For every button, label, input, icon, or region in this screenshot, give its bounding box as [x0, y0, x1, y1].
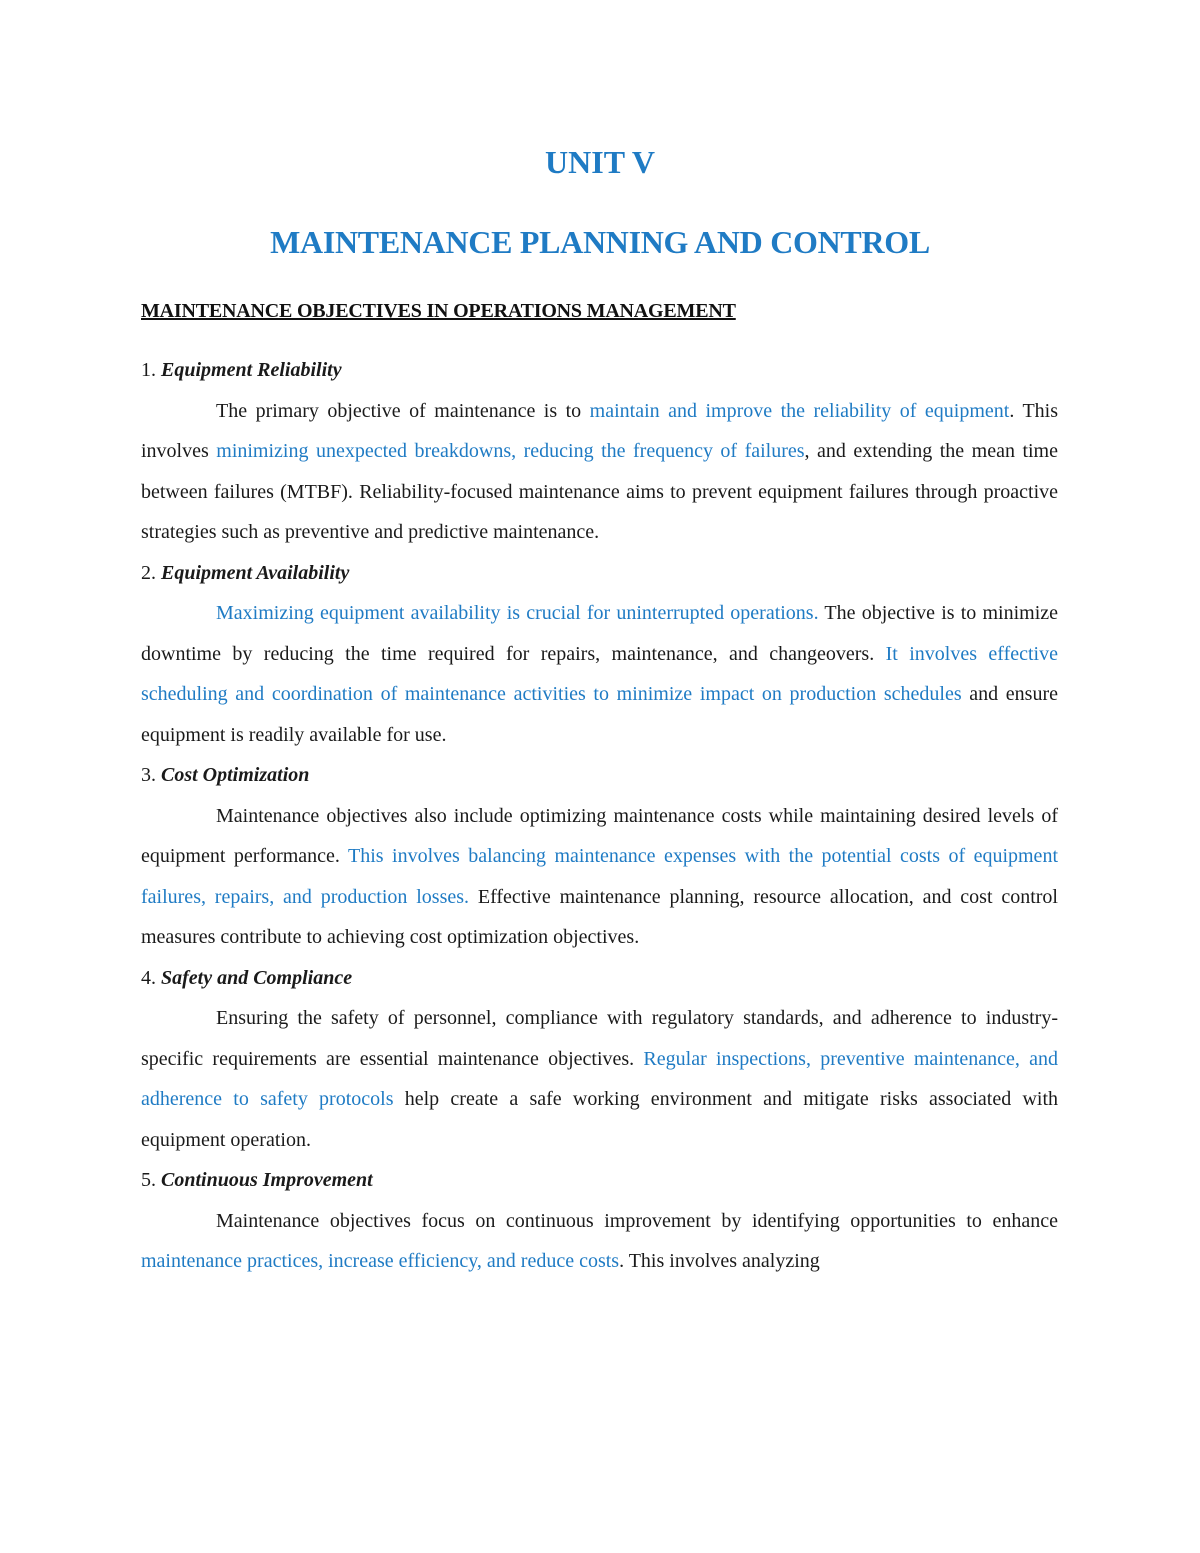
objective-number: 1.	[141, 359, 156, 381]
text-segment: . This involves	[141, 399, 1059, 462]
text-segment: Maintenance objectives focus on continuous improvement by identifying opportunities to enhance	[216, 1209, 1058, 1232]
objective-paragraph	[141, 593, 1058, 755]
text-segment: Maintenance objectives also include optimizing maintenance costs while maintaining desired levels of equipment performance.	[141, 804, 1058, 867]
objective-number: 5.	[141, 1169, 156, 1191]
highlighted-text: minimizing unexpected breakdowns, reducing the frequency of failures	[216, 440, 805, 462]
objective-heading	[141, 755, 1058, 796]
objective-item	[141, 755, 1058, 958]
objective-number: 4.	[141, 966, 156, 989]
highlighted-text: Maximizing equipment availability is crucial for uninterrupted operations.	[216, 602, 819, 624]
unit-title: UNIT V	[545, 144, 655, 180]
text-segment: help create a safe working environment and mitigate risks associated with equipment operation.	[141, 1088, 1058, 1151]
objective-heading	[141, 350, 1058, 391]
objective-heading	[141, 958, 1058, 999]
objective-title: Cost Optimization	[161, 764, 310, 786]
section-heading: MAINTENANCE OBJECTIVES IN OPERATIONS MANAGEMENT	[141, 300, 736, 322]
objective-heading	[141, 1160, 1058, 1201]
text-segment: . This involves analyzing	[619, 1250, 820, 1272]
text-segment: The objective is to minimize downtime by reducing the time required for repairs, maintenance, and changeovers.	[141, 602, 1058, 665]
objective-heading	[141, 553, 1058, 594]
text-segment: Ensuring the safety of personnel, compliance with regulatory standards, and adherence to industry-specific requirements are essential maintenance objectives.	[141, 1007, 1058, 1070]
objective-item	[141, 350, 1058, 553]
text-segment: Effective maintenance planning, resource allocation, and cost control measures contribute to achieving cost optimization objectives.	[141, 885, 1058, 948]
objective-title: Safety and Compliance	[161, 966, 353, 989]
objective-paragraph	[141, 1201, 1058, 1282]
main-title: MAINTENANCE PLANNING AND CONTROL	[270, 224, 930, 260]
objective-number: 2.	[141, 561, 156, 584]
text-segment: , and extending the mean time between failures (MTBF). Reliability-focused maintenance aims to prevent equipment failures through proactive strategies such as preventive and predictive maintenance.	[141, 440, 1058, 543]
highlighted-text: maintain and improve the reliability of equipment	[589, 399, 1010, 422]
highlighted-text: maintenance practices, increase efficiency, and reduce costs	[141, 1250, 620, 1272]
objective-paragraph	[141, 998, 1058, 1160]
highlighted-text: It involves effective scheduling and coordination of maintenance activities to minimize impact on production schedules	[141, 642, 1058, 705]
objective-item	[141, 1160, 1058, 1282]
objective-title: Continuous Improvement	[161, 1169, 373, 1191]
objective-title: Equipment Availability	[161, 561, 350, 584]
text-segment: and ensure equipment is readily available for use.	[141, 683, 1059, 746]
objectives-list	[141, 350, 1058, 1282]
highlighted-text: Regular inspections, preventive maintenance, and adherence to safety protocols	[141, 1047, 1058, 1110]
objective-item	[141, 553, 1058, 756]
objective-title: Equipment Reliability	[161, 359, 342, 381]
objective-paragraph	[141, 796, 1058, 958]
objective-number: 3.	[141, 764, 156, 786]
objective-item	[141, 958, 1058, 1161]
text-segment: The primary objective of maintenance is to	[216, 399, 590, 422]
highlighted-text: This involves balancing maintenance expenses with the potential costs of equipment failures, repairs, and production losses.	[141, 845, 1058, 908]
objective-paragraph	[141, 391, 1058, 553]
